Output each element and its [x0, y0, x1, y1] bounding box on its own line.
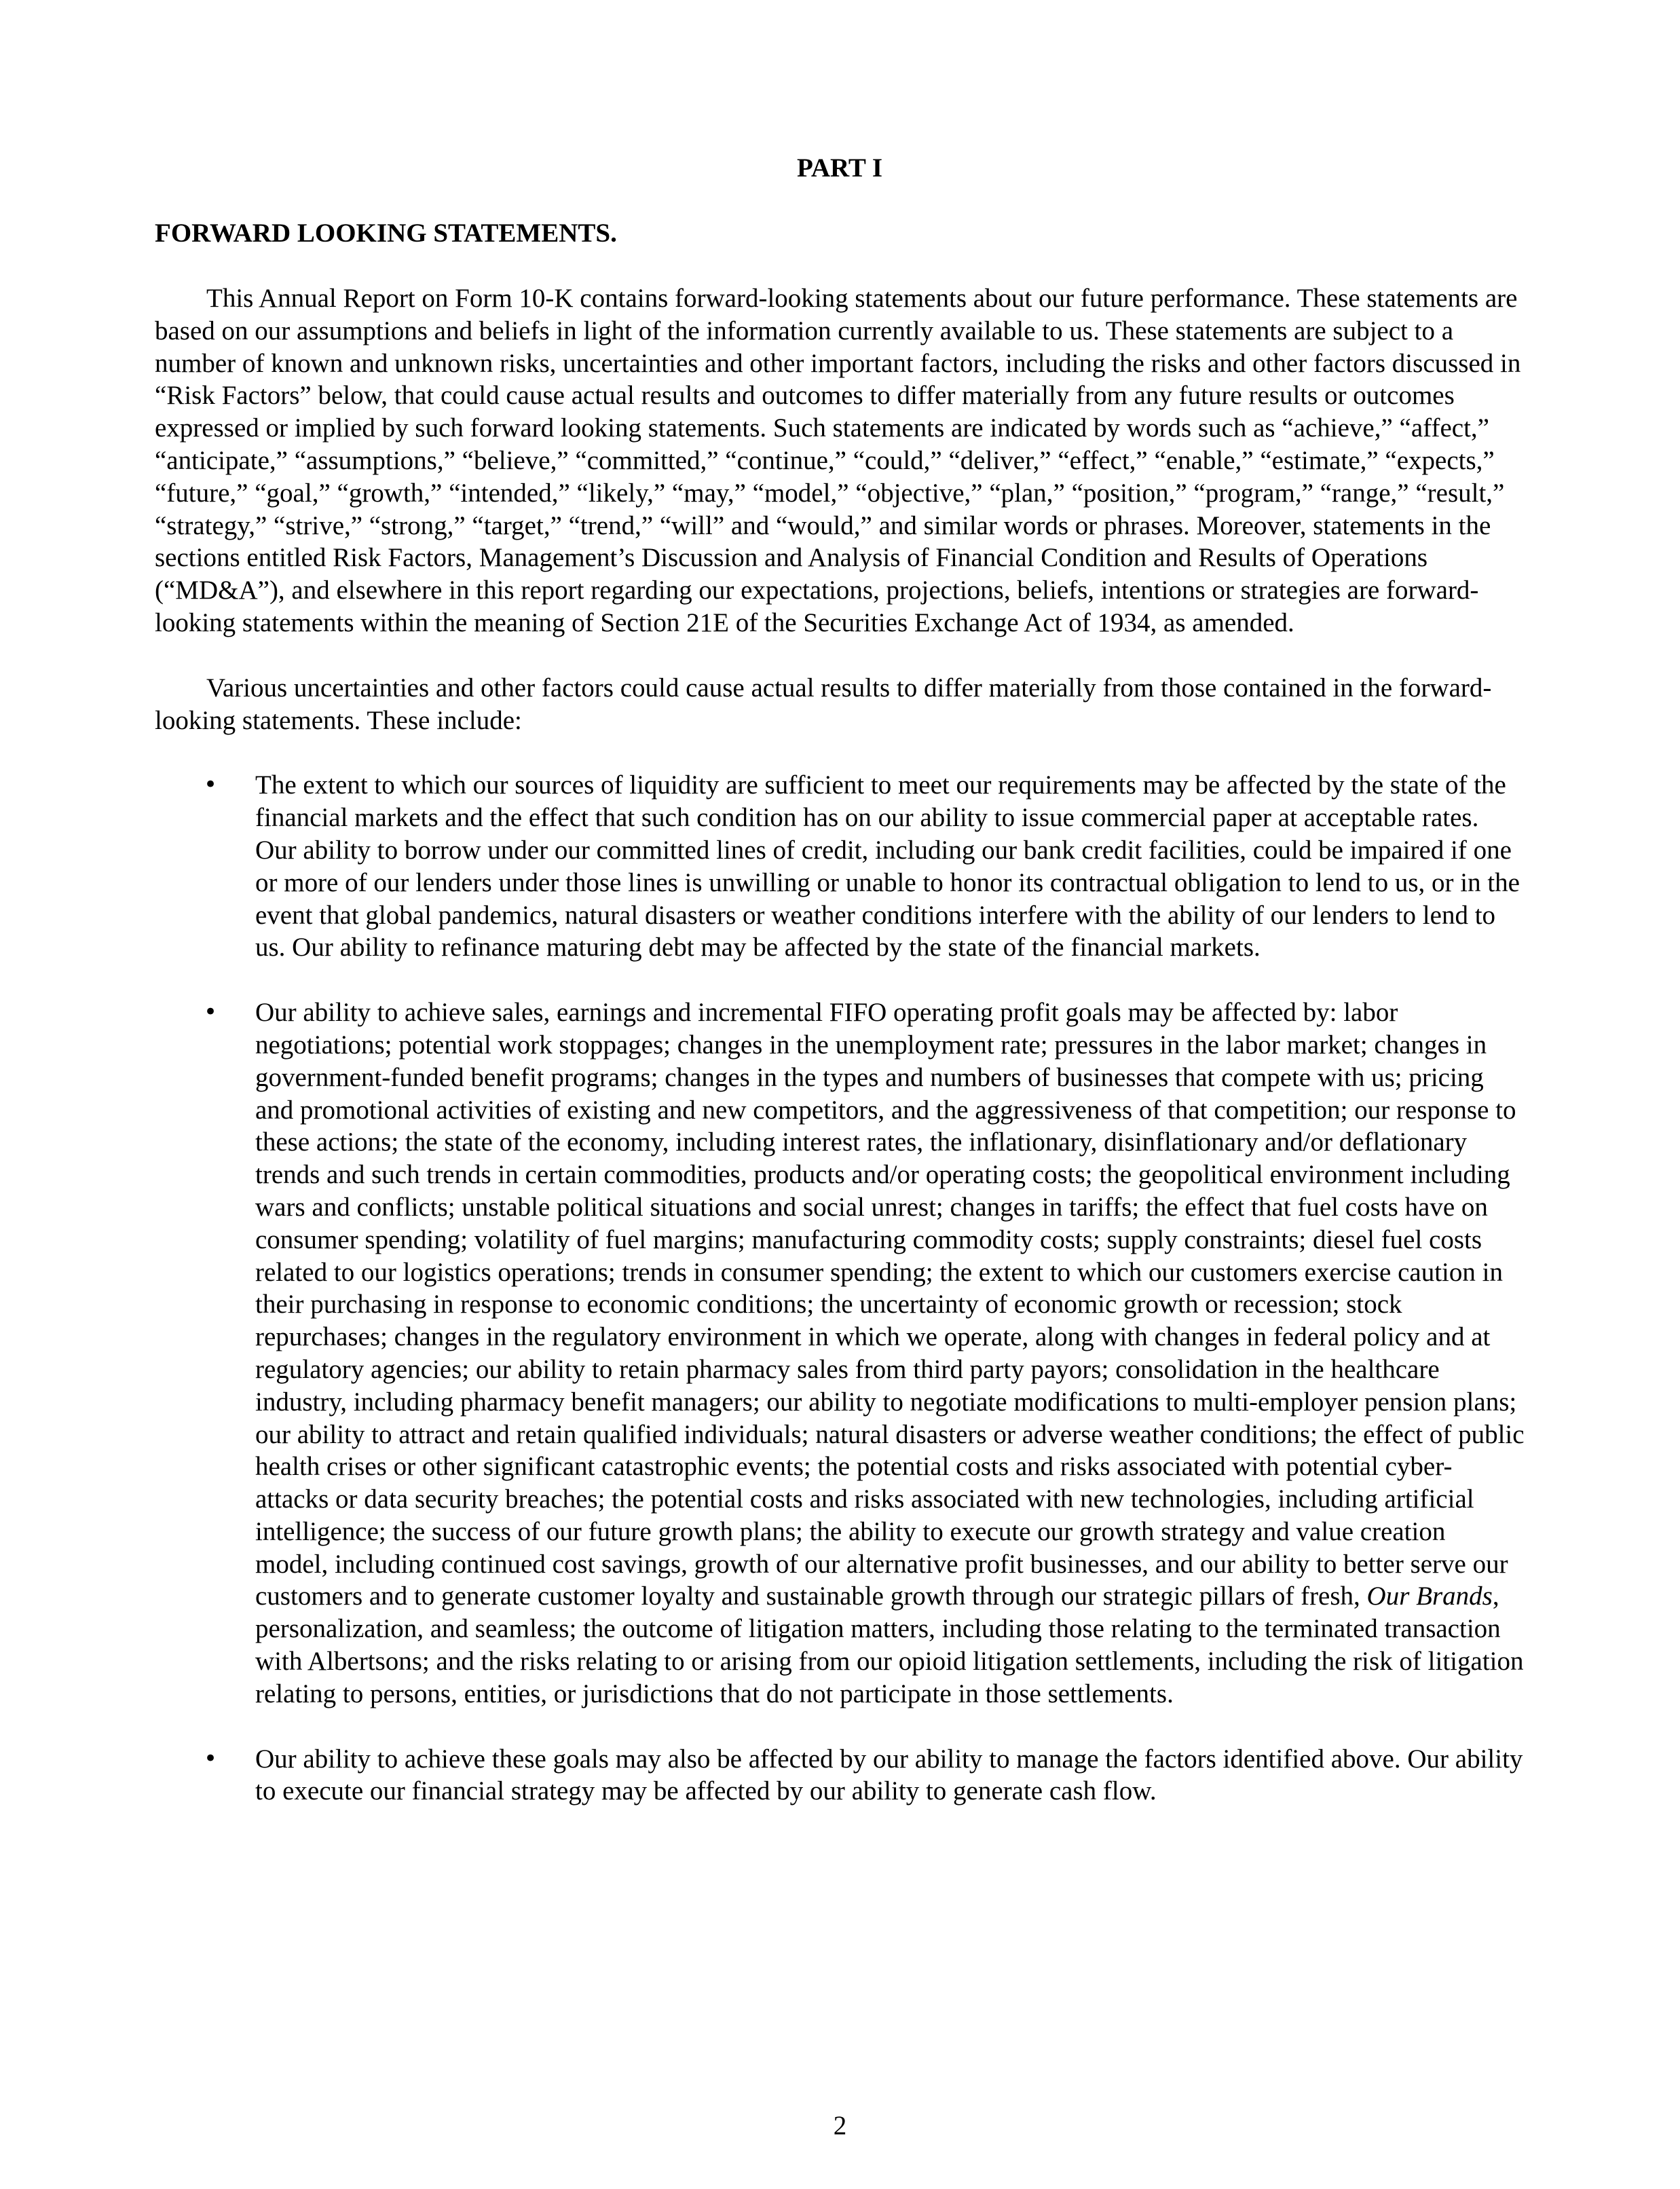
list-item-goals	[155, 1743, 1525, 1808]
part-heading: PART I	[796, 153, 883, 183]
bullet-icon: •	[204, 1744, 218, 1772]
factors-list	[155, 769, 1525, 1808]
section-heading: FORWARD LOOKING STATEMENTS.	[155, 219, 617, 248]
bullet-icon: •	[204, 771, 218, 799]
page-number: 2	[833, 2111, 847, 2140]
our-brands-italic: Our Brands	[1366, 1582, 1493, 1611]
list-item-liquidity	[155, 769, 1525, 964]
document-body	[155, 152, 1525, 1808]
list-item-text-part-2: , personalization, and seamless; the outcome of litigation matters, including those relating to the terminated transaction with Albertsons; and the risks relating to or arising from our opioid litigation settlements, including the risk of litigation relating to persons, entities, or jurisdictions that do not participate in those settlements.	[255, 1582, 1524, 1708]
list-item-text: Our ability to achieve these goals may also be affected by our ability to manage the factors identified above. Our ability to execute our financial strategy may be affected by our ability to generate cash flow.	[255, 1744, 1523, 1806]
paragraph-uncertainties-intro: Various uncertainties and other factors could cause actual results to differ materially from those contained in the forward-looking statements. These include:	[155, 673, 1492, 735]
paragraph-forward-looking-intro: This Annual Report on Form 10-K contains forward-looking statements about our future performance. These statements are based on our assumptions and beliefs in light of the information currently available to us. These statements are subject to a number of known and unknown risks, uncertainties and other important factors, including the risks and other factors discussed in “Risk Factors” below, that could cause actual results and outcomes to differ materially from any future results or outcomes expressed or implied by such forward looking statements. Such statements are indicated by words such as “achieve,” “affect,” “anticipate,” “assumptions,” “believe,” “committed,” “continue,” “could,” “deliver,” “effect,” “enable,” “estimate,” “expects,” “future,” “goal,” “growth,” “intended,” “likely,” “may,” “model,” “objective,” “plan,” “position,” “program,” “range,” “result,” “strategy,” “strive,” “strong,” “target,” “trend,” “will” and “would,” and similar words or phrases. Moreover, statements in the sections entitled Risk Factors, Management’s Discussion and Analysis of Financial Condition and Results of Operations (“MD&A”), and elsewhere in this report regarding our expectations, projections, beliefs, intentions or strategies are forward-looking statements within the meaning of Section 21E of the Securities Exchange Act of 1934, as amended.	[155, 284, 1521, 637]
list-item-text: The extent to which our sources of liquidity are sufficient to meet our requirements may be affected by the state of the financial markets and the effect that such condition has on our ability to issue commercial paper at acceptable rates. Our ability to borrow under our committed lines of credit, including our bank credit facilities, could be impaired if one or more of our lenders under those lines is unwilling or unable to honor its contractual obligation to lend to us, or in the event that global pandemics, natural disasters or weather conditions interfere with the ability of our lenders to lend to us. Our ability to refinance maturing debt may be affected by the state of the financial markets.	[255, 770, 1520, 962]
list-item-sales-earnings	[155, 996, 1525, 1710]
bullet-icon: •	[204, 998, 218, 1026]
list-item-text-part-1: Our ability to achieve sales, earnings and incremental FIFO operating profit goals may be affected by: labor negotiations; potential work stoppages; changes in the unemployment rate; pressures in the labor market; changes in government-funded benefit programs; changes in the types and numbers of businesses that compete with us; pricing and promotional activities of existing and new competitors, and the aggressiveness of that competition; our response to these actions; the state of the economy, including interest rates, the inflationary, disinflationary and/or deflationary trends and such trends in certain commodities, products and/or operating costs; the geopolitical environment including wars and conflicts; unstable political situations and social unrest; changes in tariffs; the effect that fuel costs have on consumer spending; volatility of fuel margins; manufacturing commodity costs; supply constraints; diesel fuel costs related to our logistics operations; trends in consumer spending; the extent to which our customers exercise caution in their purchasing in response to economic conditions; the uncertainty of economic growth or recession; stock repurchases; changes in the regulatory environment in which we operate, along with changes in federal policy and at regulatory agencies; our ability to retain pharmacy sales from third party payors; consolidation in the healthcare industry, including pharmacy benefit managers; our ability to negotiate modifications to multi-employer pension plans; our ability to attract and retain qualified individuals; natural disasters or adverse weather conditions; the effect of public health crises or other significant catastrophic events; the potential costs and risks associated with potential cyber-attacks or data security breaches; the potential costs and risks associated with new technologies, including artificial intelligence; the success of our future growth plans; the ability to execute our growth strategy and value creation model, including continued cost savings, growth of our alternative profit businesses, and our ability to better serve our customers and to generate customer loyalty and sustainable growth through our strategic pillars of fresh,	[255, 998, 1525, 1611]
